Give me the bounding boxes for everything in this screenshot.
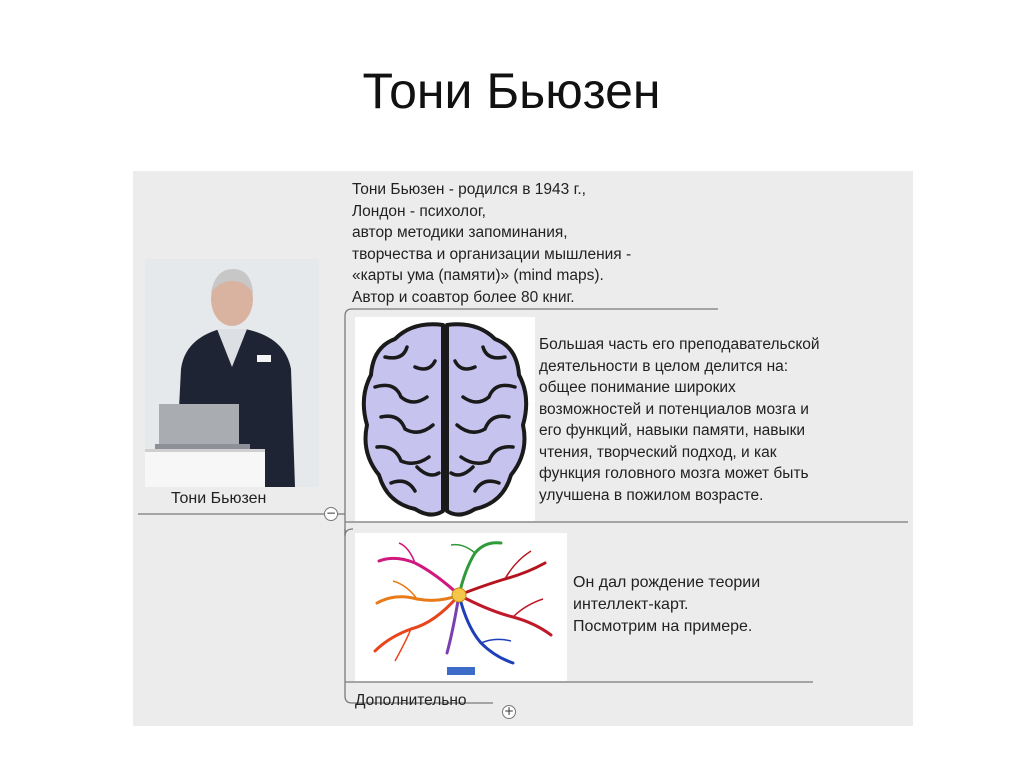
portrait-photo [145, 259, 319, 487]
collapse-icon[interactable]: − [325, 506, 337, 520]
mind-map-image [355, 533, 567, 681]
bio-text: Тони Бьюзен - родился в 1943 г., Лондон - психолог, автор методики запоминания, творчества и организации мышления - «карты ума (памяти)» (mind maps). Автор и соавтор более 80 книг. [352, 181, 632, 306]
brain-icon [355, 317, 535, 521]
teaching-text: Большая часть его преподавательской деятельности в целом делится на: общее понимание широких возможностей и потенциалов мозга и его функций, навыки памяти, навыки чтения, творческий подход, и как функция головного мозга может быть улучшена в пожилом возрасте. [539, 336, 820, 504]
expand-icon[interactable]: + [503, 704, 515, 718]
slide-title: Тони Бьюзен [362, 63, 661, 119]
mind-map-panel [133, 171, 913, 726]
more-link[interactable]: Дополнительно [355, 692, 467, 709]
mind-map-text: Он дал рождение теории интеллект-карт. Посмотрим на примере. [573, 574, 761, 635]
photo-caption: Тони Бьюзен [171, 490, 267, 507]
brain-image [355, 317, 535, 521]
mind-map-illustration [355, 533, 567, 681]
